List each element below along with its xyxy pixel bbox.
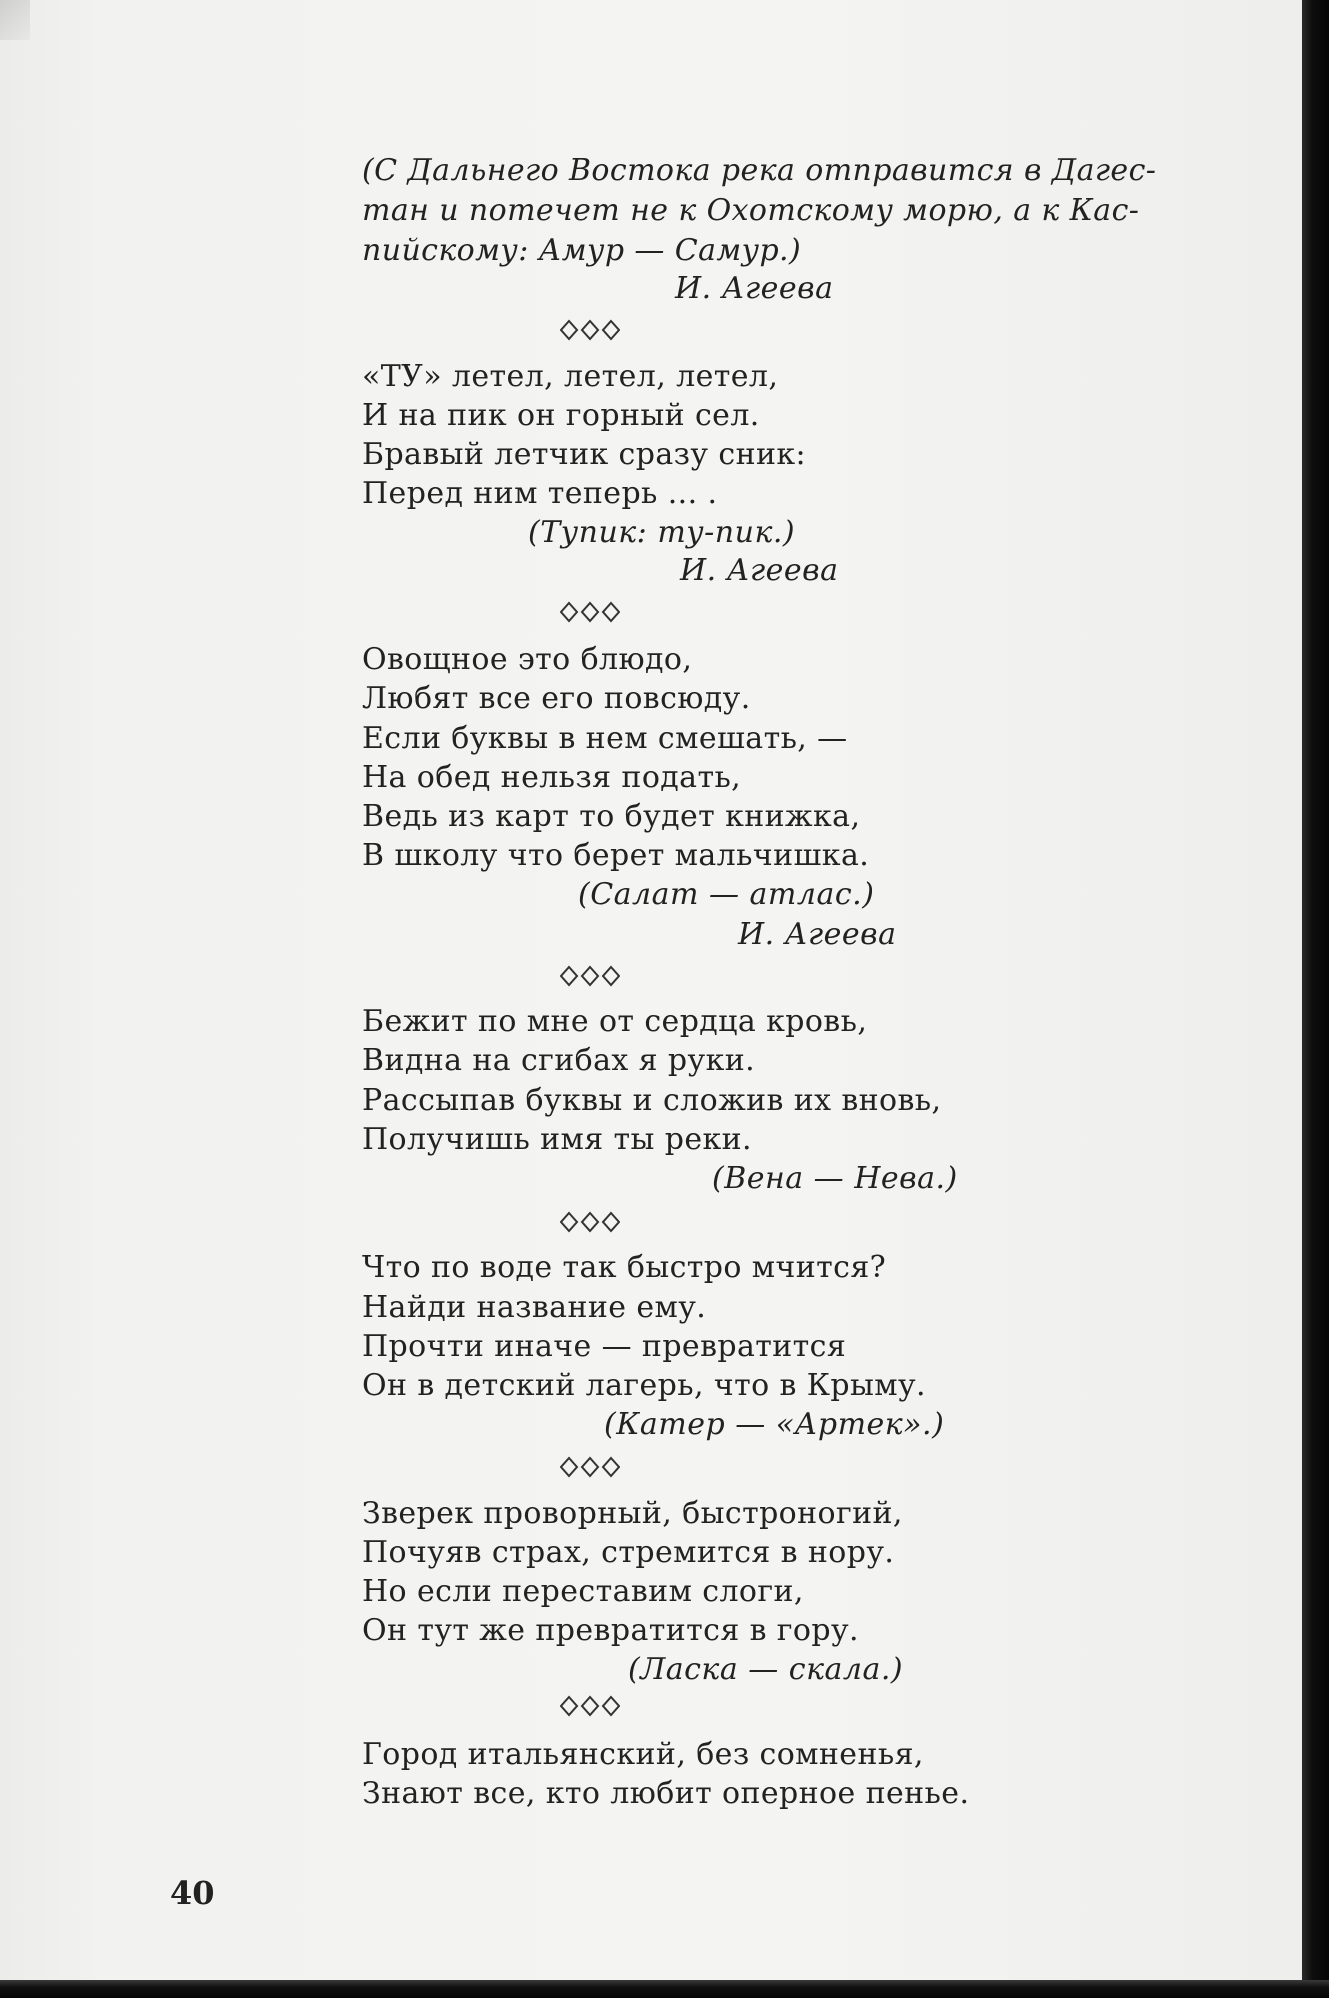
intro-line: пийскому: Амур — Самур.) [362, 233, 802, 268]
verse-line: Что по воде так быстро мчится? [362, 1250, 887, 1285]
verse-line: И на пик он горный сел. [362, 398, 760, 433]
author: И. Агеева [675, 271, 834, 306]
verse-line: Город итальянский, без сомненья, [362, 1737, 924, 1772]
author: И. Агеева [738, 917, 897, 952]
verse-line: Перед ним теперь ... . [362, 476, 718, 511]
intro-line: тан и потечет не к Охотскому морю, а к Кас- [362, 193, 1140, 228]
riddle-answer: (Катер — «Артек».) [604, 1407, 945, 1442]
diamond-separator-icon [560, 1694, 620, 1718]
page-bottom-edge [0, 1980, 1329, 1998]
intro-line: (С Дальнего Востока река отправится в Дагес- [362, 153, 1157, 188]
verse-line: Но если переставим слоги, [362, 1574, 804, 1609]
diamond-separator-icon [560, 318, 620, 342]
verse-line: Он тут же превратится в гору. [362, 1613, 859, 1648]
verse-line: Ведь из карт то будет книжка, [362, 799, 861, 834]
verse-line: Найди название ему. [362, 1290, 707, 1325]
verse-line: Получишь имя ты реки. [362, 1122, 752, 1157]
verse-line: На обед нельзя подать, [362, 760, 742, 795]
author: И. Агеева [680, 553, 839, 588]
verse-line: Зверек проворный, быстроногий, [362, 1496, 903, 1531]
riddle-answer: (Салат — атлас.) [578, 877, 875, 912]
verse-line: Рассыпав буквы и сложив их вновь, [362, 1083, 942, 1118]
verse-line: Бежит по мне от сердца кровь, [362, 1004, 868, 1039]
verse-line: Почуяв страх, стремится в нору. [362, 1535, 895, 1570]
verse-line: Знают все, кто любит оперное пенье. [362, 1776, 970, 1811]
page-corner-shadow [0, 0, 30, 40]
verse-line: Он в детский лагерь, что в Крыму. [362, 1368, 926, 1403]
diamond-separator-icon [560, 1210, 620, 1234]
page-binding-edge [1302, 0, 1329, 1998]
verse-line: Любят все его повсюду. [362, 681, 751, 716]
verse-line: «ТУ» летел, летел, летел, [362, 359, 779, 394]
verse-line: В школу что берет мальчишка. [362, 838, 870, 873]
page-number: 40 [170, 1874, 215, 1912]
verse-line: Бравый летчик сразу сник: [362, 437, 807, 472]
riddle-answer: (Тупик: ту-пик.) [528, 515, 796, 550]
diamond-separator-icon [560, 600, 620, 624]
riddle-answer: (Ласка — скала.) [628, 1652, 904, 1687]
diamond-separator-icon [560, 964, 620, 988]
verse-line: Прочти иначе — превратится [362, 1329, 847, 1364]
verse-line: Если буквы в нем смешать, — [362, 721, 848, 756]
verse-line: Овощное это блюдо, [362, 642, 693, 677]
verse-line: Видна на сгибах я руки. [362, 1043, 756, 1078]
riddle-answer: (Вена — Нева.) [712, 1161, 958, 1196]
diamond-separator-icon [560, 1455, 620, 1479]
